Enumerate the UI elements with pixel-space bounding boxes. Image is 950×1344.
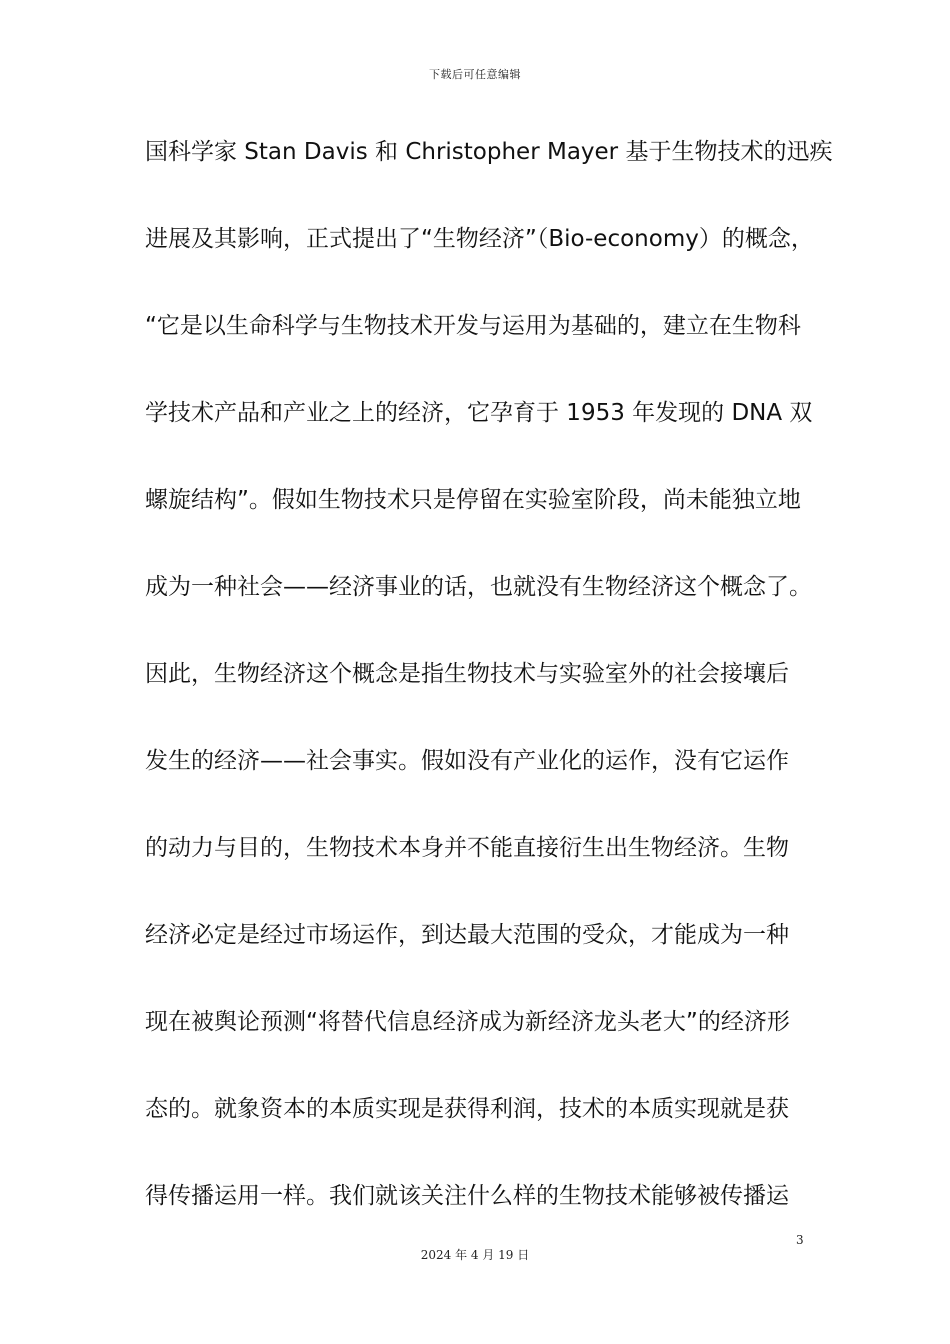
text-line: 经济必定是经过市场运作，到达最大范围的受众，才能成为一种 [145, 922, 789, 948]
page-number: 3 [796, 1233, 804, 1247]
text-line: 进展及其影响，正式提出了“生物经济”（Bio-economy）的概念， [145, 226, 814, 252]
page-header: 下载后可任意编辑 [429, 68, 521, 81]
text-line: 得传播运用一样。我们就该关注什么样的生物技术能够被传播运 [145, 1183, 789, 1209]
text-line: 成为一种社会——经济事业的话，也就没有生物经济这个概念了。 [145, 574, 812, 600]
body-text [145, 132, 833, 1263]
text-line: 螺旋结构”。假如生物技术只是停留在实验室阶段，尚未能独立地 [145, 487, 801, 513]
text-line: 学技术产品和产业之上的经济，它孕育于 1953 年发现的 DNA 双 [145, 400, 813, 426]
text-line: 的动力与目的，生物技术本身并不能直接衍生出生物经济。生物 [145, 835, 789, 861]
text-line: 态的。就象资本的本质实现是获得利润，技术的本质实现就是获 [145, 1096, 789, 1122]
text-line: 国科学家 Stan Davis 和 Christopher Mayer 基于生物技术的迅疾 [145, 139, 833, 165]
text-line: 现在被舆论预测“将替代信息经济成为新经济龙头老大”的经济形 [145, 1009, 790, 1035]
footer-date: 2024 年 4 月 19 日 [420, 1248, 530, 1262]
text-line: 因此，生物经济这个概念是指生物技术与实验室外的社会接壤后 [145, 661, 789, 687]
text-line: 发生的经济——社会事实。假如没有产业化的运作，没有它运作 [145, 748, 789, 774]
text-line: “它是以生命科学与生物技术开发与运用为基础的，建立在生物科 [145, 313, 801, 339]
